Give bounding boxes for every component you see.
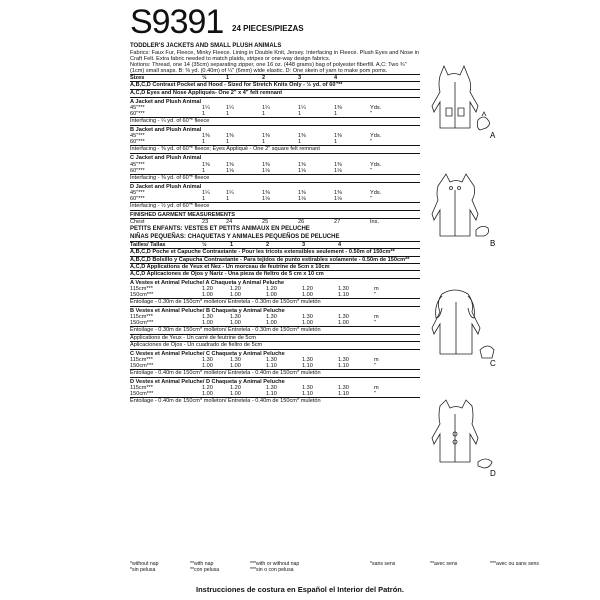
yardage-value: 1¼ bbox=[226, 104, 234, 111]
section-title: A Vestes et Animal Peluche/ A Chaqueta y Animal Peluche bbox=[130, 279, 285, 286]
footnote: ***avec ou sans sens bbox=[490, 561, 540, 567]
metrage-value: 1.00 bbox=[266, 320, 277, 327]
yardage-value: 1 bbox=[226, 110, 230, 117]
entoilage-note: Entoilage - 0.40m de 150cm* molleton/ Entretela - 0.40m de 150cm* muletón bbox=[130, 397, 420, 404]
garment-figure-d bbox=[418, 396, 500, 480]
fabric-width: 60"*** bbox=[130, 139, 145, 146]
yardage-value: 1⅜ bbox=[202, 161, 210, 168]
metrage-value: 1.30 bbox=[338, 385, 349, 392]
yardage-value: 1 bbox=[298, 110, 302, 117]
unit: m bbox=[374, 356, 379, 363]
yardage-value: 1⅛ bbox=[262, 167, 270, 174]
yardage-section bbox=[130, 153, 420, 180]
yardage-row bbox=[130, 139, 420, 145]
unit: " bbox=[374, 362, 376, 369]
metrage-value: 1.10 bbox=[302, 391, 313, 398]
yardage-row bbox=[130, 196, 420, 202]
unit: Yds. bbox=[370, 189, 382, 196]
yardage-row bbox=[130, 111, 420, 117]
figure-label-c: C bbox=[490, 359, 496, 368]
contrast-line: A,C,D Aplicaciones de Ojos y Nariz - Una pieza de fieltro de 5 cm x 10 cm bbox=[130, 270, 420, 277]
interfacing-note: Interfacing - ⅜ yd. of 60"* fleece bbox=[130, 174, 420, 181]
fabric-width: 115cm*** bbox=[130, 356, 153, 363]
footnote: *sans sens bbox=[370, 561, 396, 567]
yardage-value: 1⅜ bbox=[334, 104, 342, 111]
yardage-value: 1⅛ bbox=[334, 195, 342, 202]
metrage-value: 1.00 bbox=[230, 320, 241, 327]
yardage-value: 1 bbox=[226, 195, 230, 202]
figure-label-d: D bbox=[490, 469, 496, 478]
yardage-value: 1⅜ bbox=[262, 161, 270, 168]
metrage-value: 1.30 bbox=[266, 356, 277, 363]
size-value: 3 bbox=[298, 75, 302, 82]
chest-unit: Ins. bbox=[370, 219, 380, 226]
size-value: 3 bbox=[302, 242, 306, 249]
yardage-value: 1⅛ bbox=[298, 167, 306, 174]
chest-value: 24 bbox=[226, 219, 233, 226]
yardage-value: 1¼ bbox=[202, 189, 210, 196]
metrage-row bbox=[130, 363, 420, 369]
fabric-width: 115cm*** bbox=[130, 385, 153, 392]
pattern-number: S9391 bbox=[130, 3, 224, 41]
fabric-width: 150cm*** bbox=[130, 362, 154, 369]
yardage-value: 1⅜ bbox=[298, 161, 306, 168]
yardage-value: 1⅜ bbox=[226, 133, 234, 140]
entoilage-note: Aplicaciones de Ojos - Un cuadrado de fieltro de 5cm bbox=[130, 341, 420, 348]
metrage-value: 1.30 bbox=[202, 314, 213, 321]
garment-figure-a bbox=[418, 62, 500, 140]
footnote: ***sin o con pelusa bbox=[250, 567, 294, 573]
footnote: ***with or without nap bbox=[250, 561, 300, 567]
yardage-section bbox=[130, 377, 420, 404]
metrage-value: 1.00 bbox=[230, 391, 241, 398]
section-title: C Jacket and Plush Animal bbox=[130, 155, 202, 162]
metrage-value: 1.00 bbox=[302, 292, 313, 298]
finished-title: FINISHED GARMENT MEASUREMENTS bbox=[130, 212, 236, 219]
fabric-width: 45"*** bbox=[130, 161, 145, 168]
metrage-value: 1.30 bbox=[338, 285, 349, 292]
size-value: 4 bbox=[338, 242, 342, 249]
yardage-value: 1 bbox=[262, 110, 266, 117]
tailles-row bbox=[130, 241, 420, 248]
yardage-value: 1 bbox=[334, 110, 338, 117]
yardage-value: 1⅛ bbox=[334, 167, 342, 174]
yardage-section bbox=[130, 278, 420, 305]
yardage-value: 1¼ bbox=[262, 104, 270, 111]
section-title: B Jacket and Plush Animal bbox=[130, 127, 202, 134]
footnote: *sin pelusa bbox=[130, 567, 156, 573]
unit: " bbox=[374, 292, 376, 298]
unit: m bbox=[374, 285, 379, 292]
fabric-width: 45"*** bbox=[130, 133, 145, 140]
metrage-value: 1.00 bbox=[230, 292, 241, 298]
fabric-width: 115cm*** bbox=[130, 285, 153, 292]
section-title: A Jacket and Plush Animal bbox=[130, 98, 202, 105]
figure-label-b: B bbox=[490, 239, 496, 248]
fabrics-text: Fabrics: Faux Fur, Fleece, Minky Fleece. Lining in Double Knit, Jersey. Interfacing in Fleece. Plush Eyes and Nose in Craft Felt. Extra fabric needed to match plaids, stripes or one-way design fabrics. bbox=[130, 50, 420, 63]
size-value: 2 bbox=[266, 242, 270, 249]
metrage-value: 1.10 bbox=[266, 391, 277, 398]
footnote: *without nap bbox=[130, 561, 159, 567]
yardage-row bbox=[130, 168, 420, 174]
size-value: 4 bbox=[334, 75, 338, 82]
yardage-section bbox=[130, 306, 420, 348]
metrage-value: 1.20 bbox=[302, 285, 313, 292]
yardage-value: 1⅛ bbox=[226, 167, 234, 174]
metrage-row bbox=[130, 320, 420, 326]
yardage-value: 1⅛ bbox=[298, 195, 306, 202]
fabric-width: 150cm*** bbox=[130, 391, 154, 398]
size-value: ½ bbox=[202, 242, 207, 249]
fabric-width: 60"*** bbox=[130, 195, 145, 202]
footnote: **avec sens bbox=[430, 561, 458, 567]
metrage-value: 1.10 bbox=[302, 362, 313, 369]
unit: Yds. bbox=[370, 104, 382, 111]
interfacing-note: Interfacing - ½ yd. of 60"* fleece bbox=[130, 202, 420, 209]
unit: Yds. bbox=[370, 133, 382, 140]
fabric-width: 60"*** bbox=[130, 110, 145, 117]
metrage-value: 1.00 bbox=[202, 292, 213, 298]
chest-value: 27 bbox=[334, 219, 341, 226]
envelope-back-sheet bbox=[130, 42, 420, 405]
fabric-width: 150cm*** bbox=[130, 292, 154, 298]
metrage-value: 1.20 bbox=[202, 385, 213, 392]
garment-figure-b bbox=[418, 168, 500, 248]
metrage-value: 1.00 bbox=[230, 362, 241, 369]
fabric-width: 45"*** bbox=[130, 104, 145, 111]
yardage-section bbox=[130, 349, 420, 376]
yardage-value: 1⅜ bbox=[202, 133, 210, 140]
unit: " bbox=[374, 320, 376, 327]
yardage-value: 1¼ bbox=[202, 104, 210, 111]
metrage-value: 1.30 bbox=[338, 356, 349, 363]
size-value: 2 bbox=[262, 75, 266, 82]
metrage-value: 1.20 bbox=[230, 385, 241, 392]
metrage-value: 1.20 bbox=[202, 285, 213, 292]
yardage-section bbox=[130, 97, 420, 124]
spanish-yardage-table bbox=[130, 225, 420, 404]
unit: " bbox=[370, 139, 372, 146]
yardage-section bbox=[130, 182, 420, 209]
chest-value: 23 bbox=[202, 219, 209, 226]
finished-measurements bbox=[130, 210, 420, 225]
yardage-section bbox=[130, 125, 420, 152]
unit: m bbox=[374, 314, 379, 321]
yardage-value: 1 bbox=[334, 139, 338, 146]
interfacing-note: Interfacing - ⅜ yd. of 60"* fleece; Eyes Appliqué - One 2" square felt remnant bbox=[130, 145, 420, 152]
section-title: C Vestes et Animal Peluche/ C Chaqueta y Animal Peluche bbox=[130, 350, 285, 357]
yardage-value: 1⅜ bbox=[262, 189, 270, 196]
metrage-value: 1.30 bbox=[230, 314, 241, 321]
metrage-value: 1.00 bbox=[202, 362, 213, 369]
footnotes bbox=[130, 561, 570, 573]
yardage-value: 1¼ bbox=[298, 104, 306, 111]
metrage-value: 1.30 bbox=[202, 356, 213, 363]
garment-figure-c bbox=[418, 284, 500, 368]
metrage-value: 1.00 bbox=[266, 292, 277, 298]
metrage-value: 1.30 bbox=[266, 314, 277, 321]
yardage-value: 1⅜ bbox=[334, 161, 342, 168]
yardage-value: 1⅜ bbox=[334, 133, 342, 140]
contrast-line: A,B,C,D Contrast Pocket and Hood - Sized for Stretch Knits Only - ½ yd. of 60"** bbox=[130, 81, 420, 88]
metrage-value: 1.20 bbox=[266, 285, 277, 292]
metrage-value: 1.30 bbox=[266, 385, 277, 392]
section-title: D Vestes et Animal Peluche/ D Chaqueta y Animal Peluche bbox=[130, 379, 285, 386]
section-title: B Vestes et Animal Peluche/ B Chaqueta y Animal Peluche bbox=[130, 308, 285, 315]
notions-text: Notions: Thread, one 14 (35cm) separating zipper, one 16 oz. (448 grams) bag of polyester fiberfill. A,C: Two ¾" (1cm) small snaps. B: ⅜ yd. (0.40m) of ¼" (6mm) wide elastic. D: One skein of yarn to make pom poms. bbox=[130, 62, 407, 75]
chest-label: Chest bbox=[130, 219, 145, 226]
contrast-line: A,B,C,D Bolsillo y Capucha Contrastante - Para tejidos de punto estirables solamente - 0.50m de 150cm** bbox=[130, 256, 420, 263]
english-yardage-table bbox=[130, 74, 420, 225]
fabric-width: 60"*** bbox=[130, 167, 145, 174]
metrage-value: 1.30 bbox=[302, 385, 313, 392]
fabric-width: 150cm*** bbox=[130, 320, 154, 327]
yardage-value: 1¼ bbox=[226, 189, 234, 196]
metrage-value: 1.20 bbox=[230, 285, 241, 292]
size-value: 1 bbox=[226, 75, 230, 82]
yardage-value: 1 bbox=[202, 110, 206, 117]
english-title: TODDLER'S JACKETS AND SMALL PLUSH ANIMALS bbox=[130, 43, 282, 49]
chest-value: 26 bbox=[298, 219, 305, 226]
metrage-row bbox=[130, 292, 420, 298]
unit: " bbox=[370, 195, 372, 202]
interfacing-note: Interfacing - ¼ yd. of 60"* fleece bbox=[130, 117, 420, 124]
footnote: **con pelusa bbox=[190, 567, 220, 573]
size-value: 1 bbox=[230, 242, 234, 249]
metrage-value: 1.30 bbox=[302, 356, 313, 363]
yardage-value: 1 bbox=[262, 139, 266, 146]
yardage-value: 1 bbox=[202, 195, 206, 202]
unit: m bbox=[374, 385, 379, 392]
yardage-value: 1 bbox=[202, 139, 206, 146]
spanish-instructions-note: Instrucciones de costura en Español el Interior del Patrón. bbox=[196, 585, 404, 594]
metrage-value: 1.10 bbox=[266, 362, 277, 369]
yardage-value: 1⅜ bbox=[298, 189, 306, 196]
metrage-value: 1.10 bbox=[338, 362, 349, 369]
sizes-label: Tailles/ Tallas bbox=[130, 242, 166, 249]
yardage-value: 1⅜ bbox=[334, 189, 342, 196]
metrage-value: 1.00 bbox=[202, 391, 213, 398]
spanish-title: NIÑAS PEQUEÑAS: CHAQUETAS Y ANIMALES PEQUEÑOS DE PELUCHE bbox=[130, 234, 340, 241]
metrage-row bbox=[130, 391, 420, 397]
yardage-value: 1 bbox=[226, 139, 230, 146]
entoilage-note: Entoilage - 0.30m de 150cm* molleton/ Entretela - 0.30m de 150cm* muletón bbox=[130, 298, 420, 305]
yardage-value: 1⅜ bbox=[262, 133, 270, 140]
metrage-value: 1.30 bbox=[302, 314, 313, 321]
contrast-line: A,C,D Applications de Yeux et Nez - Un morceau de feutrine de 5cm x 10cm bbox=[130, 263, 420, 270]
yardage-value: 1⅜ bbox=[298, 133, 306, 140]
metrage-value: 1.00 bbox=[202, 320, 213, 327]
unit: " bbox=[370, 110, 372, 117]
yardage-value: 1⅜ bbox=[226, 161, 234, 168]
yardage-value: 1 bbox=[298, 139, 302, 146]
metrage-value: 1.30 bbox=[338, 314, 349, 321]
french-title: PETITS ENFANTS: VESTES ET PETITS ANIMAUX EN PELUCHE bbox=[130, 226, 310, 233]
contrast-line: A,C,D Eyes and Nose Appliqués- One 2" x 4" felt remnant bbox=[130, 89, 420, 96]
metrage-value: 1.00 bbox=[338, 320, 349, 327]
section-title: D Jacket and Plush Animal bbox=[130, 183, 202, 190]
footnote: **with nap bbox=[190, 561, 214, 567]
fabric-width: 115cm*** bbox=[130, 314, 153, 321]
metrage-value: 1.00 bbox=[302, 320, 313, 327]
sizes-row bbox=[130, 74, 420, 81]
unit: Yds. bbox=[370, 161, 382, 168]
pieces-count: 24 PIECES/PIEZAS bbox=[232, 24, 304, 33]
yardage-value: 1⅛ bbox=[262, 195, 270, 202]
metrage-value: 1.10 bbox=[338, 292, 349, 298]
unit: " bbox=[374, 391, 376, 398]
chest-row bbox=[130, 218, 420, 225]
figure-label-a: A bbox=[490, 131, 496, 140]
sizes-label: Sizes bbox=[130, 75, 145, 82]
metrage-value: 1.10 bbox=[338, 391, 349, 398]
entoilage-note: Entoilage - 0.40m de 150cm* molleton/ Entretela - 0.40m de 150cm* muletón bbox=[130, 369, 420, 376]
metrage-value: 1.30 bbox=[230, 356, 241, 363]
entoilage-note: Applications de Yeux - Un carré de feutrine de 5cm bbox=[130, 334, 420, 341]
fabric-width: 45"*** bbox=[130, 189, 145, 196]
entoilage-note: Entoilage - 0.30m de 150cm* molleton/ Entretela - 0.30m de 150cm* muletón bbox=[130, 326, 420, 333]
contrast-line: A,B,C,D Poche et Capuche Contrastante - Pour les tricots extensibles seulement - 0.50m of 150cm** bbox=[130, 248, 420, 255]
unit: " bbox=[370, 167, 372, 174]
yardage-value: 1 bbox=[202, 167, 206, 174]
size-value: ½ bbox=[202, 75, 207, 82]
chest-value: 25 bbox=[262, 219, 269, 226]
